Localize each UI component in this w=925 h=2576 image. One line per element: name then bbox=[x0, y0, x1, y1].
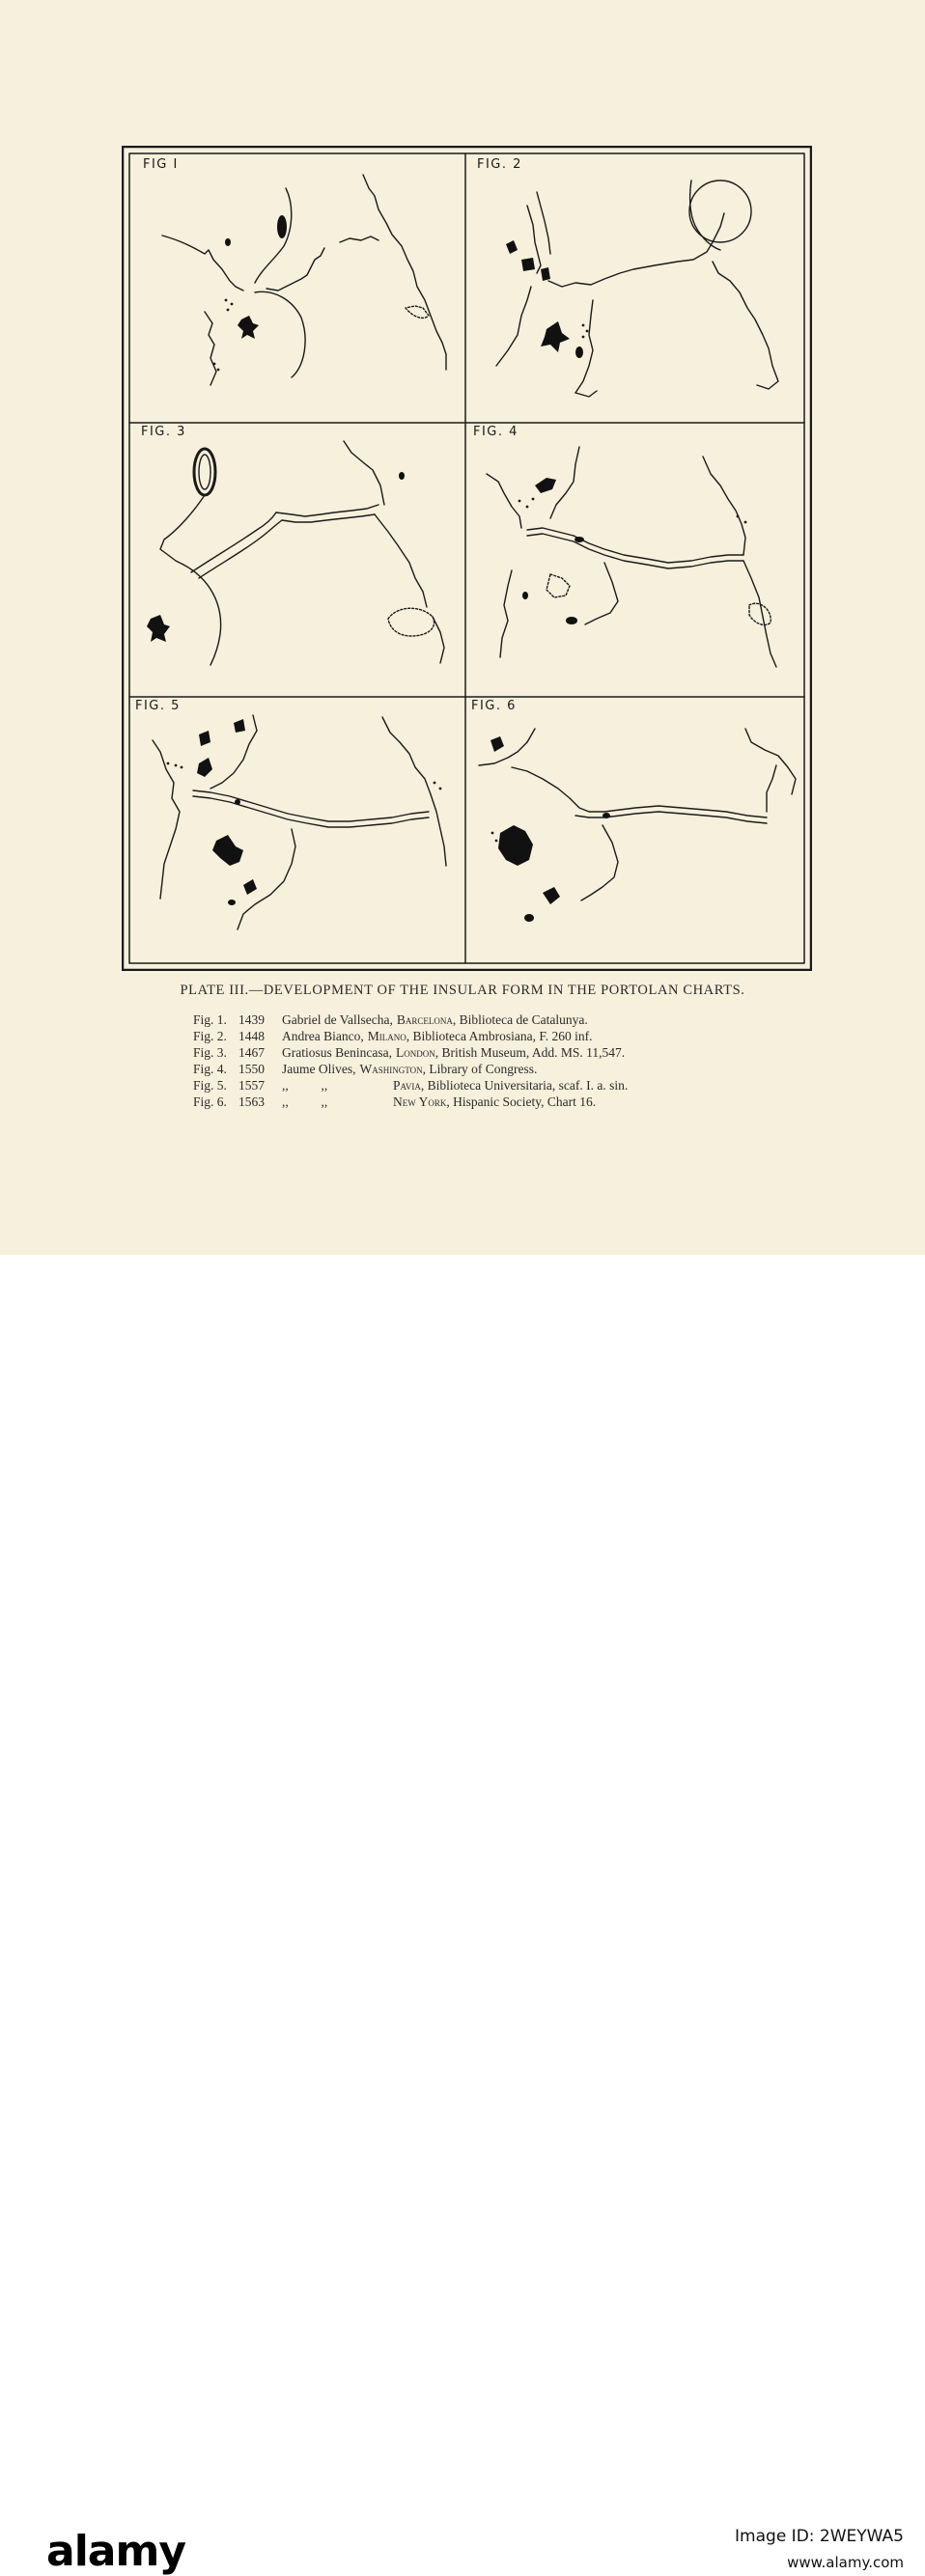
ref-author: ,, ,, bbox=[282, 1094, 328, 1109]
reference-row bbox=[193, 1028, 811, 1044]
ref-fig: Fig. 6. bbox=[193, 1094, 227, 1109]
reference-row bbox=[193, 1044, 811, 1061]
ref-author: Andrea Bianco, bbox=[282, 1029, 364, 1043]
ref-city: New York bbox=[393, 1094, 447, 1109]
fig-1-label: FIG I bbox=[143, 157, 179, 172]
image-id: Image ID: 2WEYWA5 bbox=[735, 2527, 904, 2546]
ref-rest: , British Museum, Add. MS. 11,547. bbox=[434, 1045, 626, 1060]
ref-fig: Fig. 5. bbox=[193, 1078, 227, 1093]
ref-city: Barcelona bbox=[396, 1012, 453, 1027]
ref-rest: , Biblioteca Ambrosiana, F. 260 inf. bbox=[406, 1029, 593, 1043]
ref-year: 1439 bbox=[238, 1012, 265, 1027]
stock-url: www.alamy.com bbox=[787, 2554, 904, 2571]
ref-city: Pavia bbox=[393, 1078, 421, 1093]
ref-year: 1467 bbox=[238, 1045, 265, 1060]
fig-2-label: FIG. 2 bbox=[477, 157, 522, 172]
stock-footer bbox=[0, 1255, 925, 2576]
fig-2-map bbox=[496, 180, 778, 397]
reference-row bbox=[193, 1011, 811, 1028]
fig-5-map bbox=[153, 715, 446, 929]
figure-references bbox=[193, 1011, 811, 1110]
fig-3-label: FIG. 3 bbox=[141, 425, 186, 439]
reference-row bbox=[193, 1061, 811, 1077]
ref-year: 1550 bbox=[238, 1062, 265, 1076]
portolan-map-panels bbox=[122, 146, 812, 971]
ref-rest: , Hispanic Society, Chart 16. bbox=[446, 1094, 597, 1109]
reference-row bbox=[193, 1077, 811, 1094]
ref-year: 1448 bbox=[238, 1029, 265, 1043]
ref-city: London bbox=[395, 1045, 435, 1060]
ref-author: Jaume Olives, bbox=[282, 1062, 356, 1076]
scanned-page bbox=[0, 0, 925, 1255]
ref-author: Gratiosus Benincasa, bbox=[282, 1045, 392, 1060]
fig-4-map bbox=[487, 447, 776, 667]
fig-4-label: FIG. 4 bbox=[473, 425, 519, 439]
ref-fig: Fig. 4. bbox=[193, 1062, 227, 1076]
ref-rest: , Biblioteca Universitaria, scaf. I. a. sin. bbox=[420, 1078, 629, 1093]
reference-row bbox=[193, 1094, 811, 1110]
ref-city: Washington bbox=[359, 1062, 423, 1076]
plate-caption: PLATE III.—DEVELOPMENT OF THE INSULAR FORM IN THE PORTOLAN CHARTS. bbox=[180, 983, 745, 998]
fig-6-label: FIG. 6 bbox=[471, 699, 517, 713]
ref-year: 1563 bbox=[238, 1094, 265, 1109]
ref-fig: Fig. 2. bbox=[193, 1029, 227, 1043]
ref-fig: Fig. 3. bbox=[193, 1045, 227, 1060]
fig-1-map bbox=[162, 175, 446, 385]
fig-6-map bbox=[479, 729, 796, 900]
ref-author: ,, ,, bbox=[282, 1078, 328, 1093]
ref-year: 1557 bbox=[238, 1078, 265, 1093]
ref-fig: Fig. 1. bbox=[193, 1012, 227, 1027]
ref-rest: , Library of Congress. bbox=[422, 1062, 538, 1076]
ref-author: Gabriel de Vallsecha, bbox=[282, 1012, 393, 1027]
ref-city: Milano bbox=[367, 1029, 406, 1043]
fig-5-label: FIG. 5 bbox=[135, 699, 181, 713]
alamy-wordmark: alamy bbox=[46, 2527, 185, 2576]
ref-rest: , Biblioteca de Catalunya. bbox=[452, 1012, 588, 1027]
plate-figure-grid bbox=[122, 146, 812, 971]
